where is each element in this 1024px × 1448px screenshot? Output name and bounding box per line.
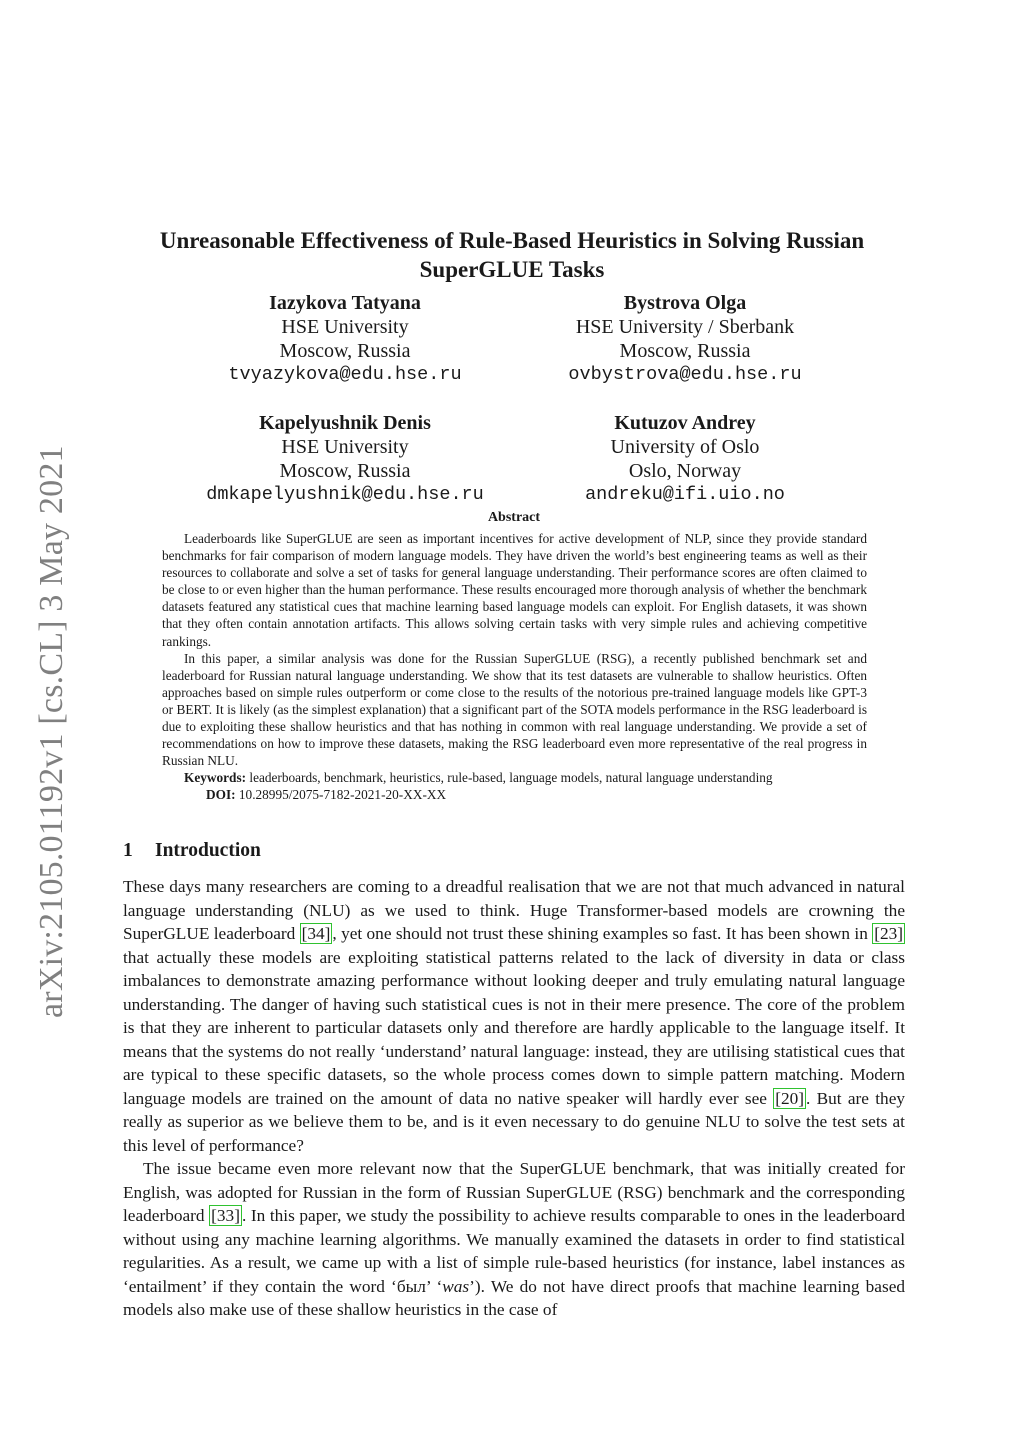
author-affiliation: HSE University	[281, 316, 409, 338]
author-location: Moscow, Russia	[619, 340, 751, 362]
abstract-heading: Abstract	[487, 510, 541, 525]
citation-link[interactable]: [34]	[301, 924, 331, 943]
author-email[interactable]: ovbystrova@edu.hse.ru	[568, 364, 802, 385]
author-affiliation: HSE University / Sberbank	[575, 316, 795, 338]
body-paragraph	[123, 1157, 905, 1322]
author-location: Moscow, Russia	[279, 340, 411, 362]
abstract-paragraph: In this paper, a similar analysis was done for the Russian SuperGLUE (RSG), a recently published benchmark set and leaderboard for Russian natural language understanding. We show that its test datasets are vulnerable to shallow heuristics. Often approaches based on simple rules outperform or come close to the results of the notorious pre-trained language models like GPT-3 or BERT. It is likely (as the simplest explanation) that a significant part of the SOTA models performance in the RSG leaderboard is due to exploiting these shallow heuristics and that has nothing in common with real language understanding. We provide a set of recommendations on how to improve these datasets, making the RSG leaderboard even more representative of the real progress in Russian NLU.	[162, 650, 867, 769]
author-affiliation: HSE University	[281, 436, 409, 458]
section-number: 1	[123, 840, 133, 861]
keywords-label: Keywords:	[184, 770, 247, 786]
author-block	[175, 291, 515, 387]
author-location: Moscow, Russia	[279, 460, 411, 482]
author-block	[515, 411, 855, 507]
author-block	[515, 291, 855, 387]
title-line-2: SuperGLUE Tasks	[419, 257, 605, 282]
author-email[interactable]: tvyazykova@edu.hse.ru	[228, 364, 462, 385]
arxiv-identifier: arXiv:2105.01192v1 [cs.CL] 3 May 2021	[33, 445, 70, 1018]
abstract-paragraph: Leaderboards like SuperGLUE are seen as important incentives for active development of NLP, since they provide standard benchmarks for fair comparison of modern language models. They have driven the world’s best engineering teams as well as their resources to collaborate and solve a set of tasks for general language understanding. Their performance scores are often claimed to be close to or even higher than the human performance. These results encouraged more thorough analysis of whether the benchmark datasets featured any statistical cues that machine learning based language models can exploit. For English datasets, it was shown that they often contain annotation artifacts. This allows solving certain tasks with very simple rules and achieving competitive rankings.	[162, 531, 867, 649]
body-text: . In this paper, we study the possibility to achieve results comparable to ones in the leaderboard without using any machine learning algorithms. We manually examined the datasets in order to find statistical regularities. As a result, we came up with a list of simple rule-based heuristics (for instance, label instances as ‘entailment’ if they contain the word ‘был’ ‘	[123, 1206, 906, 1296]
doi-label: DOI:	[206, 787, 236, 803]
author-block	[175, 411, 515, 507]
body-text: that actually these models are exploiting statistical patterns related to the lack of diversity in data or class imbalances to demonstrate amazing performance without looking deeper and truly emulating natural language understanding. The danger of having such statistical cues is not in their mere presence. The core of the problem is that they are inherent to particular datasets only and therefore are hardly applicable to the language itself. It means that the systems do not really ‘understand’ natural language: instead, they are utilising statistical cues that are typical to these specific datasets, so the whole process comes down to simple pattern matching. Modern language models are trained on the amount of data no native speaker will hardly ever see	[123, 947, 905, 1108]
body-text: The issue became even more relevant now that the SuperGLUE benchmark, that was initially created for English, was adopted for Russian in the form of Russian SuperGLUE (RSG) benchmark and the corresponding leaderboard	[123, 1159, 905, 1225]
citation-link[interactable]: [23]	[874, 924, 903, 943]
author-affiliation: University of Oslo	[610, 436, 760, 458]
title-line-1: Unreasonable Effectiveness of Rule-Based Heuristics in Solving Russian	[159, 228, 865, 253]
paper-title	[0, 226, 1024, 284]
body-paragraph	[123, 875, 905, 1157]
abstract-body	[162, 530, 867, 804]
keywords-text: leaderboards, benchmark, heuristics, rule-based, language models, natural language understanding	[249, 770, 773, 786]
body-text-italic: was	[442, 1276, 470, 1296]
doi-text: 10.28995/2075-7182-2021-20-XX-XX	[238, 787, 447, 803]
author-name: Kutuzov Andrey	[614, 412, 756, 434]
author-email[interactable]: andreku@ifi.uio.no	[585, 484, 785, 505]
doi-line	[162, 786, 867, 803]
citation-link[interactable]: [33]	[211, 1206, 240, 1225]
body-text: ’). We do not have direct proofs that machine learning based models also make use of these shallow heuristics in the case of	[123, 1276, 906, 1319]
author-name: Iazykova Tatyana	[269, 292, 421, 314]
section-title: Introduction	[155, 840, 261, 861]
author-name: Kapelyushnik Denis	[259, 412, 431, 434]
body-text: . But are they really as superior as we believe them to be, and is it even necessary to do genuine NLU to solve the test sets at this level of performance?	[123, 1088, 905, 1155]
author-name: Bystrova Olga	[623, 292, 747, 314]
section-body	[123, 875, 905, 1322]
author-email[interactable]: dmkapelyushnik@edu.hse.ru	[206, 484, 484, 505]
author-location: Oslo, Norway	[628, 460, 742, 482]
citation-link[interactable]: [20]	[775, 1088, 805, 1108]
body-text: , yet one should not trust these shining examples so fast. It has been shown in	[332, 924, 873, 943]
section-heading	[123, 839, 261, 863]
body-text: These days many researchers are coming to a dreadful realisation that we are not that much advanced in natural language understanding (NLU) as we used to think. Huge Transformer-based models are crowning the SuperGLUE leaderboard	[123, 877, 905, 943]
keywords-line	[162, 769, 867, 786]
